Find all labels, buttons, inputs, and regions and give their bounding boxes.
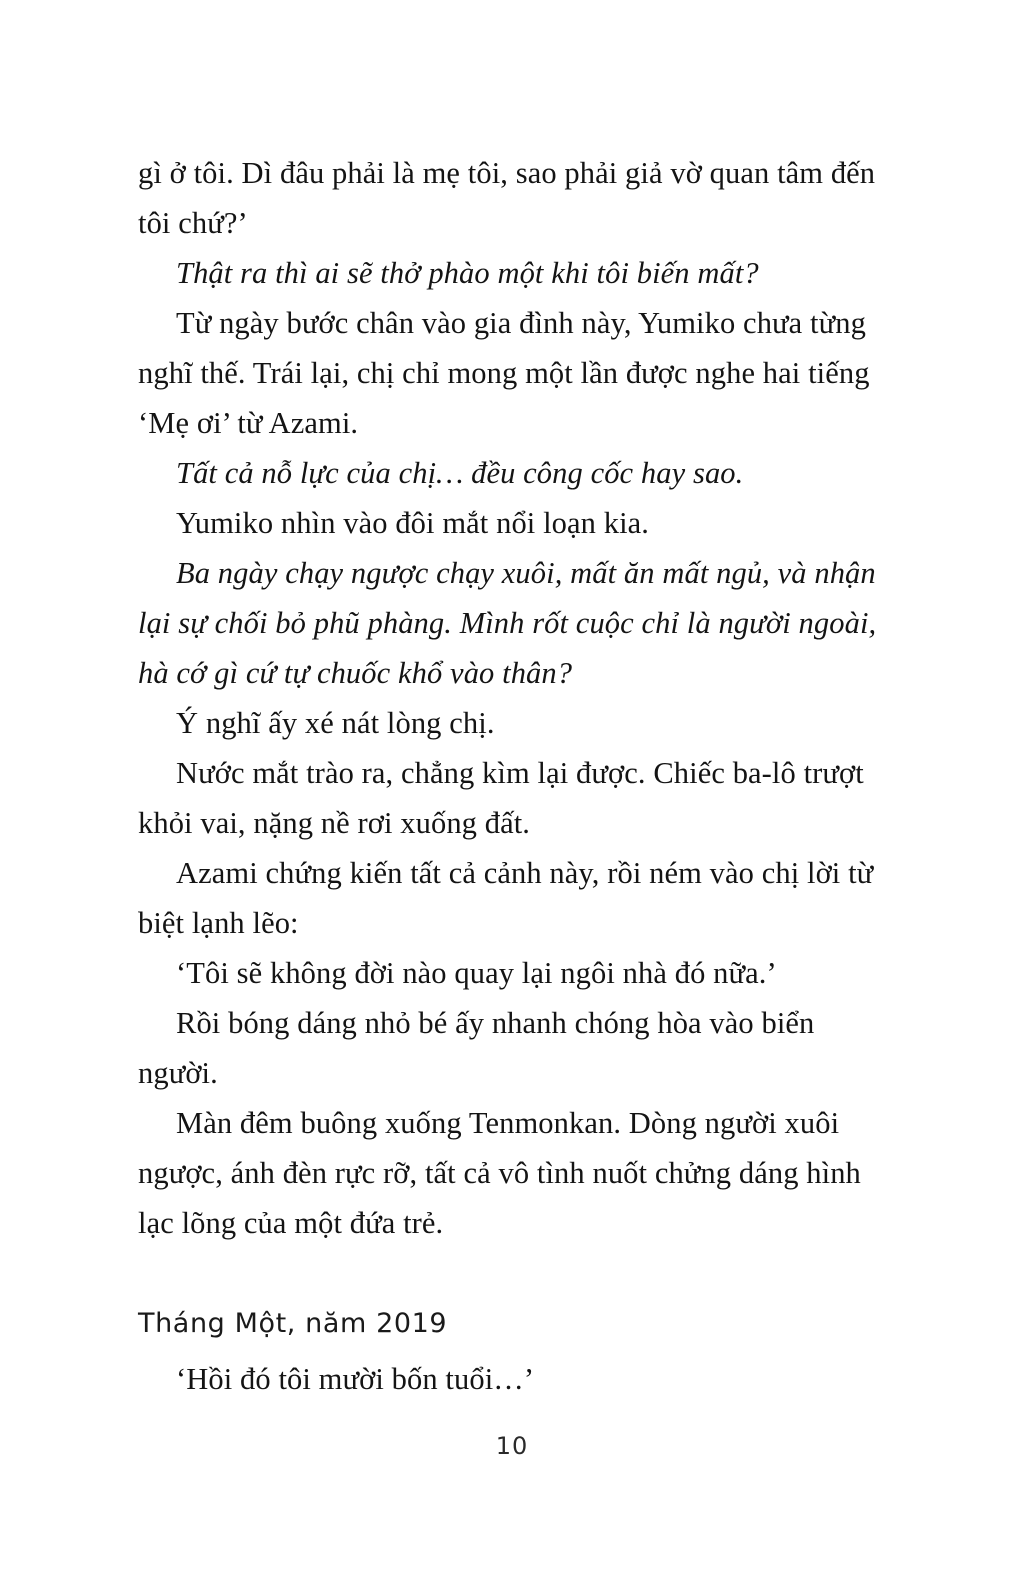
paragraph: Ý nghĩ ấy xé nát lòng chị. xyxy=(176,706,495,740)
paragraph: ‘Tôi sẽ không đời nào quay lại ngôi nhà đó nữa.’ xyxy=(176,956,777,990)
paragraph: Từ ngày bước chân vào gia đình này, Yumiko chưa từng nghĩ thế. Trái lại, chị chỉ mong một lần được nghe hai tiếng ‘Mẹ ơi’ từ Azami. xyxy=(138,306,870,440)
paragraph: Yumiko nhìn vào đôi mắt nổi loạn kia. xyxy=(176,506,650,540)
paragraph: Nước mắt trào ra, chẳng kìm lại được. Chiếc ba-lô trượt khỏi vai, nặng nề rơi xuống đất. xyxy=(138,756,864,840)
paragraph: Ba ngày chạy ngược chạy xuôi, mất ăn mất ngủ, và nhận lại sự chối bỏ phũ phàng. Mình rốt cuộc chỉ là người ngoài, hà cớ gì cứ tự chuốc khổ vào thân? xyxy=(138,556,877,690)
paragraph: Tất cả nỗ lực của chị… đều công cốc hay sao. xyxy=(176,456,744,490)
page-number: 10 xyxy=(495,1432,529,1460)
paragraph: Màn đêm buông xuống Tenmonkan. Dòng người xuôi ngược, ánh đèn rực rỡ, tất cả vô tình nuốt chửng dáng hình lạc lõng của một đứa trẻ. xyxy=(138,1106,861,1240)
page-body xyxy=(138,148,886,1404)
paragraph: Rồi bóng dáng nhỏ bé ấy nhanh chóng hòa vào biển người. xyxy=(138,1006,815,1090)
paragraph: Azami chứng kiến tất cả cảnh này, rồi ném vào chị lời từ biệt lạnh lẽo: xyxy=(138,856,874,940)
paragraph: gì ở tôi. Dì đâu phải là mẹ tôi, sao phải giả vờ quan tâm đến tôi chứ?’ xyxy=(138,156,876,240)
section-heading: Tháng Một, năm 2019 xyxy=(138,1308,448,1339)
paragraph: Thật ra thì ai sẽ thở phào một khi tôi biến mất? xyxy=(176,256,759,290)
paragraph: ‘Hồi đó tôi mười bốn tuổi…’ xyxy=(176,1362,535,1396)
